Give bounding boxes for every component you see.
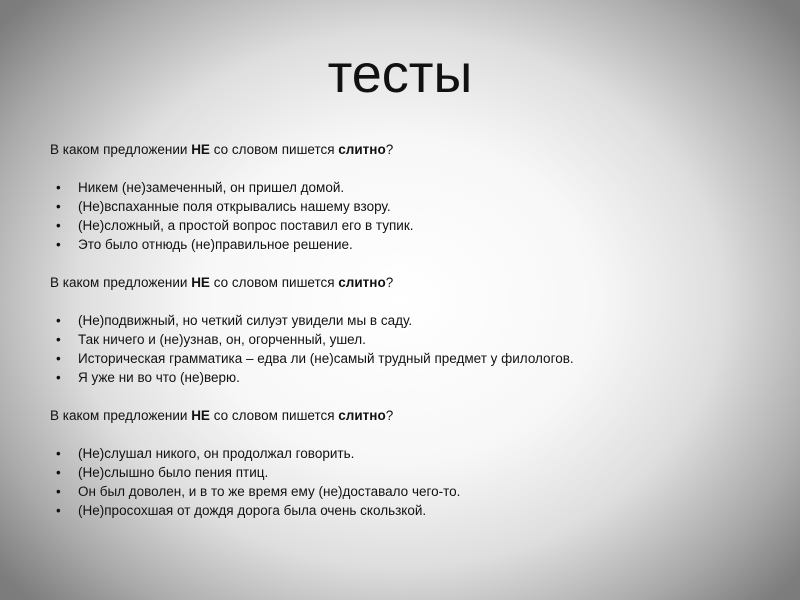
answer-option xyxy=(50,463,750,482)
question-text xyxy=(50,406,750,425)
bullet: • xyxy=(56,503,61,518)
question-emphasis: слитно xyxy=(338,275,386,290)
answer-text: (Не)просохшая от дождя дорога была очень скользкой. xyxy=(78,503,427,518)
question-part: ? xyxy=(385,408,394,423)
answer-list xyxy=(50,178,750,254)
bullet: • xyxy=(56,351,61,366)
bullet: • xyxy=(56,218,61,233)
question-emphasis: НЕ xyxy=(191,275,210,290)
bullet: • xyxy=(56,446,61,461)
question-part: со словом пишется xyxy=(209,275,339,290)
bullet: • xyxy=(56,332,61,347)
answer-text: (Не)слышно было пения птиц. xyxy=(78,465,269,480)
answer-option xyxy=(50,178,750,197)
question-emphasis: НЕ xyxy=(191,142,210,157)
question-text xyxy=(50,273,750,292)
question-block-3 xyxy=(50,406,750,520)
question-part: ? xyxy=(385,142,394,157)
question-part: со словом пишется xyxy=(209,142,339,157)
question-text xyxy=(50,140,750,159)
answer-text: Историческая грамматика – едва ли (не)самый трудный предмет у филологов. xyxy=(78,351,574,366)
question-part: ? xyxy=(385,275,394,290)
bullet: • xyxy=(56,199,61,214)
answer-option xyxy=(50,311,750,330)
slide-content xyxy=(50,140,750,520)
section-gap xyxy=(50,387,750,406)
answer-text: (Не)слушал никого, он продолжал говорить. xyxy=(78,446,355,461)
bullet: • xyxy=(56,370,61,385)
answer-option xyxy=(50,444,750,463)
question-block-2 xyxy=(50,273,750,387)
answer-text: Это было отнюдь (не)правильное решение. xyxy=(78,237,353,252)
question-part: В каком предложении xyxy=(50,275,192,290)
answer-text: (Не)подвижный, но четкий силуэт увидели мы в саду. xyxy=(78,313,413,328)
bullet: • xyxy=(56,237,61,252)
answer-option xyxy=(50,501,750,520)
answer-option xyxy=(50,235,750,254)
question-emphasis: НЕ xyxy=(191,408,210,423)
spacer xyxy=(50,292,750,311)
answer-option xyxy=(50,368,750,387)
answer-option xyxy=(50,482,750,501)
answer-text: Я уже ни во что (не)верю. xyxy=(78,370,240,385)
question-emphasis: слитно xyxy=(338,408,386,423)
answer-text: (Не)сложный, а простой вопрос поставил его в тупик. xyxy=(78,218,414,233)
question-emphasis: слитно xyxy=(338,142,386,157)
answer-option xyxy=(50,330,750,349)
answer-list xyxy=(50,444,750,520)
answer-list xyxy=(50,311,750,387)
answer-text: Никем (не)замеченный, он пришел домой. xyxy=(78,180,345,195)
question-block-1 xyxy=(50,140,750,254)
answer-text: Он был доволен, и в то же время ему (не)доставало чего-то. xyxy=(78,484,461,499)
question-part: В каком предложении xyxy=(50,408,192,423)
answer-option xyxy=(50,349,750,368)
question-part: со словом пишется xyxy=(209,408,339,423)
answer-option xyxy=(50,216,750,235)
section-gap xyxy=(50,254,750,273)
bullet: • xyxy=(56,465,61,480)
answer-text: Так ничего и (не)узнав, он, огорченный, ушел. xyxy=(78,332,366,347)
bullet: • xyxy=(56,180,61,195)
slide-title: тесты xyxy=(327,44,473,104)
spacer xyxy=(50,159,750,178)
answer-text: (Не)вспаханные поля открывались нашему взору. xyxy=(78,199,391,214)
answer-option xyxy=(50,197,750,216)
spacer xyxy=(50,425,750,444)
bullet: • xyxy=(56,313,61,328)
bullet: • xyxy=(56,484,61,499)
question-part: В каком предложении xyxy=(50,142,192,157)
